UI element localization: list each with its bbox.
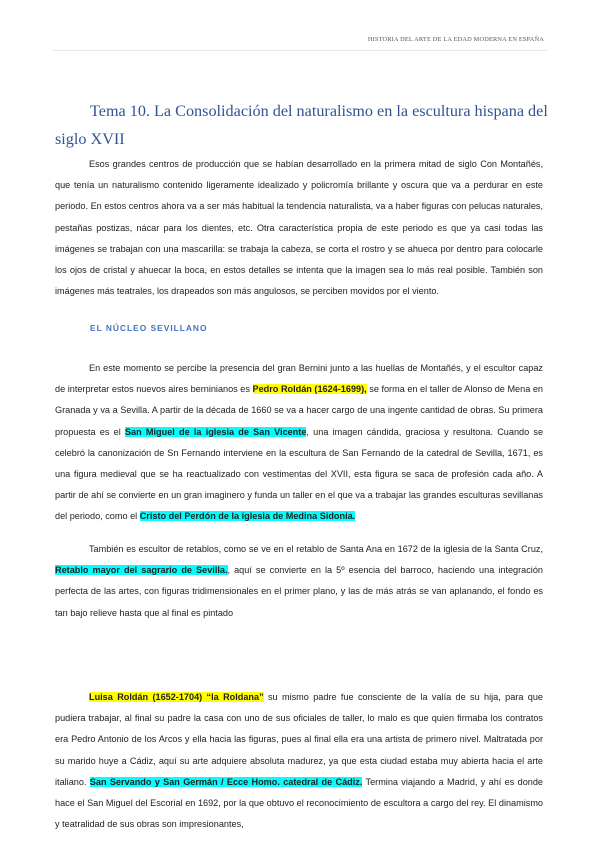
paragraph-text: , aquí se convierte en la 5º esencia del barroco, haciendo una integración perfecta de las artes, con figuras tridimensionales en el primer plano, y las de más atrás se van aplanando, el fondo es tan bajo relieve hasta que al final es pintado (55, 565, 543, 618)
running-header: HISTORIA DEL ARTE DE LA EDAD MODERNA EN ESPAÑA (367, 36, 544, 43)
intro-text: Esos grandes centros de producción que se habían desarrollado en la primera mitad de siglo Con Montañés, que tenía un naturalismo contenido ligeramente idealizado y policromía brillante y oscura que va a perdurar en este periodo. En estos centros ahora va a ser más habitual la tendencia naturalista, va a haber figuras con pelucas naturales, pestañas postizas, nácar para los dientes, etc. Otra característica propia de este periodo es que ya casi todas las imágenes se trabajan con una mascarilla: se trabaja la cabeza, se corta el rostro y se ahueca por dentro para colocarle los ojos de cristal y ahuecar la boca, en estos detalles se intenta que la imagen sea lo más real posible. También son imágenes más teatrales, los drapeados son más angulosos, se perciben movidos por el viento. (55, 159, 543, 297)
intro-paragraph (55, 154, 543, 302)
highlight-artwork: Retablo mayor del sagrario de Sevilla. (55, 565, 228, 576)
highlight-artwork: San Miguel de la iglesia de San Vicente (124, 426, 307, 437)
paragraph-text: En este momento se percibe la presencia del gran Bernini junto a las huellas de Montañés, y el escultor capaz de interpretar estos nuevos aires berninianos es (55, 363, 543, 395)
paragraph-text: Termina viajando a Madrid, y ahí es donde hace el San Miguel del Escorial en 1692, por la que obtuvo el reconocimiento de escultora a cargo del rey. El dinamismo y teatralidad de sus obras son impresionantes, (55, 776, 543, 830)
highlight-artist: Luisa Roldán (1652-1704) “la Roldana” (89, 692, 264, 702)
paragraph-luisa-roldan (55, 687, 543, 835)
highlight-artwork: San Servando y San Germán / Ecce Homo. catedral de Cádiz. (89, 776, 363, 787)
paragraph-text: su mismo padre fue consciente de la valía de su hija, para que pudiera trabajar, al final su padre la casa con uno de sus oficiales de taller, lo malo es que quien firmaba los contratos era Pedro Antonio de los Arcos y ella hacia las figuras, pues al final ella era una artista de primero nivel. Maltratada por su marido huye a Cádiz, aquí su arte adquiere absoluta madurez, ya que esta ciudad estaba muy abierta hacia el arte italiano. (55, 692, 543, 787)
paragraph-text: También es escultor de retablos, como se ve en el retablo de Santa Ana en 1672 de la iglesia de la Santa Cruz, (89, 544, 543, 554)
highlight-artwork: Cristo del Perdón de la iglesia de Medina Sidonia. (139, 511, 356, 522)
highlight-artist: Pedro Roldán (1624-1699), (252, 384, 367, 395)
section-heading: EL NÚCLEO SEVILLANO (90, 323, 208, 333)
header-rule (53, 50, 547, 51)
paragraph-text: , una imagen cándida, graciosa y resultona. Cuando se celebró la canonización de Sn Fernando interviene en la escultura de San Fernando de la catedral de Sevilla, 1671, es una figura medieval que se ha reactualizado con vestimentas del XVII, esta figura se saca de profesión cada año. A partir de ahí se convierte en un gran imaginero y funda un taller en el que va a trabajar las grandes esculturas sevillanas del periodo, como el (55, 426, 544, 522)
paragraph-text: se forma en el taller de Alonso de Mena en Granada y va a Sevilla. A partir de la década de 1660 se va a hacer cargo de una ingente cantidad de obras. Su primera propuesta es el (55, 384, 543, 437)
paragraph-retablos (55, 539, 543, 624)
page-title: Tema 10. La Consolidación del naturalismo en la escultura hispana del siglo XVII (55, 102, 548, 148)
paragraph-pedro-roldan (55, 358, 543, 528)
